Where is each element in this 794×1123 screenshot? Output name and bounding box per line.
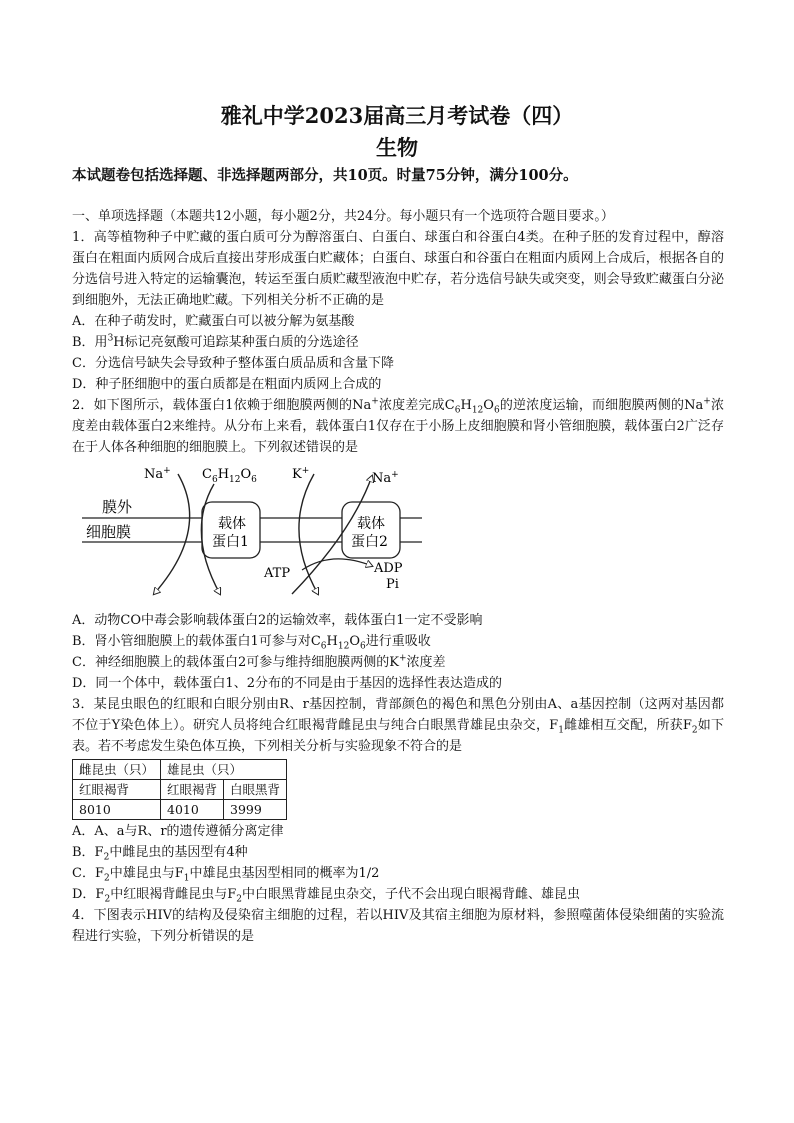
q3-option-d: D．$F_2$中红眼褐背雌昆虫与$F_2$中白眼黑背雄昆虫杂交，子代不会出现白眼褐背雌、雄昆虫 xyxy=(72,887,580,905)
q3-option-b: B．$F_2$中雌昆虫的基因型有4种 xyxy=(72,845,248,863)
table-row xyxy=(73,760,287,780)
section-heading: 一、单项选择题（本题共12小题，每小题2分，共24分。每小题只有一个选项符合题目要求。） xyxy=(72,209,614,224)
q3-stem: 3．某昆虫眼色的红眼和白眼分别由R、r基因控制，背部颜色的褐色和黑色分别由A、a基因控制（这两对基因都不位于Y染色体上）。研究人员将纯合红眼褐背雌昆虫与纯合白眼黑背雄昆虫杂交，$F_1$雌雄相互交配，所获$F_2$如下表。若不考虑发生染色体互换，下列相关分析与实验现象不符合的是 xyxy=(72,697,724,754)
carrier1-label-1: 载体 xyxy=(218,516,246,532)
membrane-transport-diagram xyxy=(82,462,422,608)
atp-hydrolysis-arrow xyxy=(302,559,372,570)
outside-label: 膜外 xyxy=(102,498,133,516)
table-cell: 雄昆虫（只） xyxy=(161,760,287,780)
q2-stem: 2．如下图所示，载体蛋白1依赖于细胞膜两侧的Na+浓度差完成$C_6H_{12}O_6$的逆浓度运输，而细胞膜两侧的Na+浓度差由载体蛋白2来维持。从分布上来看，载体蛋白1仅存在于小肠上皮细胞膜和肾小管细胞膜，载体蛋白2广泛存在于人体各种细胞的细胞膜上。下列叙述错误的是 xyxy=(72,396,724,455)
exam-intro: 本试题卷包括选择题、非选择题两部分，共10页。时量75分钟，满分100分。 xyxy=(72,167,578,184)
q2-option-a: A．动物CO中毒会影响载体蛋白2的运输效率，载体蛋白1一定不受影响 xyxy=(72,613,483,628)
q1-option-b: B．用$^3$H标记亮氨酸可追踪某种蛋白质的分选途径 xyxy=(72,333,359,350)
q1-option-a: A．在种子萌发时，贮藏蛋白可以被分解为氨基酸 xyxy=(72,314,355,329)
q3-option-a: A．A、a与R、r的遗传遵循分离定律 xyxy=(72,824,284,839)
carrier2-label-2: 蛋白2 xyxy=(351,534,388,550)
na-left-label: Na+ xyxy=(144,466,171,482)
table-cell: 8010 xyxy=(73,800,161,820)
table-row xyxy=(73,800,287,820)
f2-results-table xyxy=(72,759,287,820)
q3-option-c: C．$F_2$中雄昆虫与$F_1$中雄昆虫基因型相同的概率为1/2 xyxy=(72,866,380,884)
q4-stem: 4．下图表示HIV的结构及侵染宿主细胞的过程，若以HIV及其宿主细胞为原材料，参照噬菌体侵染细菌的实验流程进行实验，下列分析错误的是 xyxy=(72,908,724,944)
table-cell: 白眼黑背 xyxy=(224,780,287,800)
pi-label: Pi xyxy=(386,577,399,592)
na-influx-arrow xyxy=(154,474,190,594)
q1-option-d: D．种子胚细胞中的蛋白质都是在粗面内质网上合成的 xyxy=(72,377,382,392)
exam-title: 雅礼中学2023届高三月考试卷（四） xyxy=(220,103,574,128)
carrier2-label-1: 载体 xyxy=(357,516,385,532)
membrane-label: 细胞膜 xyxy=(86,523,132,541)
table-cell: 4010 xyxy=(161,800,224,820)
exam-content xyxy=(72,206,724,947)
table-cell: 红眼褐背 xyxy=(161,780,224,800)
glucose-label: $C_6H_{12}O_6$ xyxy=(202,467,257,485)
q2-option-d: D．同一个体中，载体蛋白1、2分布的不同是由于基因的选择性表达造成的 xyxy=(72,676,502,691)
table-row xyxy=(73,780,287,800)
table-cell: 红眼褐背 xyxy=(73,780,161,800)
carrier1-label-2: 蛋白1 xyxy=(212,534,249,550)
na-right-label: Na+ xyxy=(372,470,399,486)
subject-title: 生物 xyxy=(376,135,418,160)
atp-label: ATP xyxy=(264,566,291,581)
q2-option-b: B．肾小管细胞膜上的载体蛋白1可参与对$C_6H_{12}O_6$进行重吸收 xyxy=(72,634,431,652)
q2-option-c: C．神经细胞膜上的载体蛋白2可参与维持细胞膜两侧的K+浓度差 xyxy=(72,653,446,670)
k-label: K+ xyxy=(292,466,310,482)
q1-stem: 1．高等植物种子中贮藏的蛋白质可分为醇溶蛋白、白蛋白、球蛋白和谷蛋白4类。在种子胚的发育过程中，醇溶蛋白在粗面内质网合成后直接出芽形成蛋白贮藏体；白蛋白、球蛋白和谷蛋白在粗面内质网上合成后，根据各自的分选信号进入特定的运输囊泡，转运至蛋白质贮藏型液泡中贮存，若分选信号缺失或突变，则会导致贮藏蛋白分泌到细胞外，无法正确地贮藏。下列相关分析不正确的是 xyxy=(72,230,724,308)
adp-label: ADP xyxy=(374,561,403,576)
table-cell: 3999 xyxy=(224,800,287,820)
table-cell: 雌昆虫（只） xyxy=(73,760,161,780)
q1-option-c: C．分选信号缺失会导致种子整体蛋白质品质和含量下降 xyxy=(72,356,394,371)
